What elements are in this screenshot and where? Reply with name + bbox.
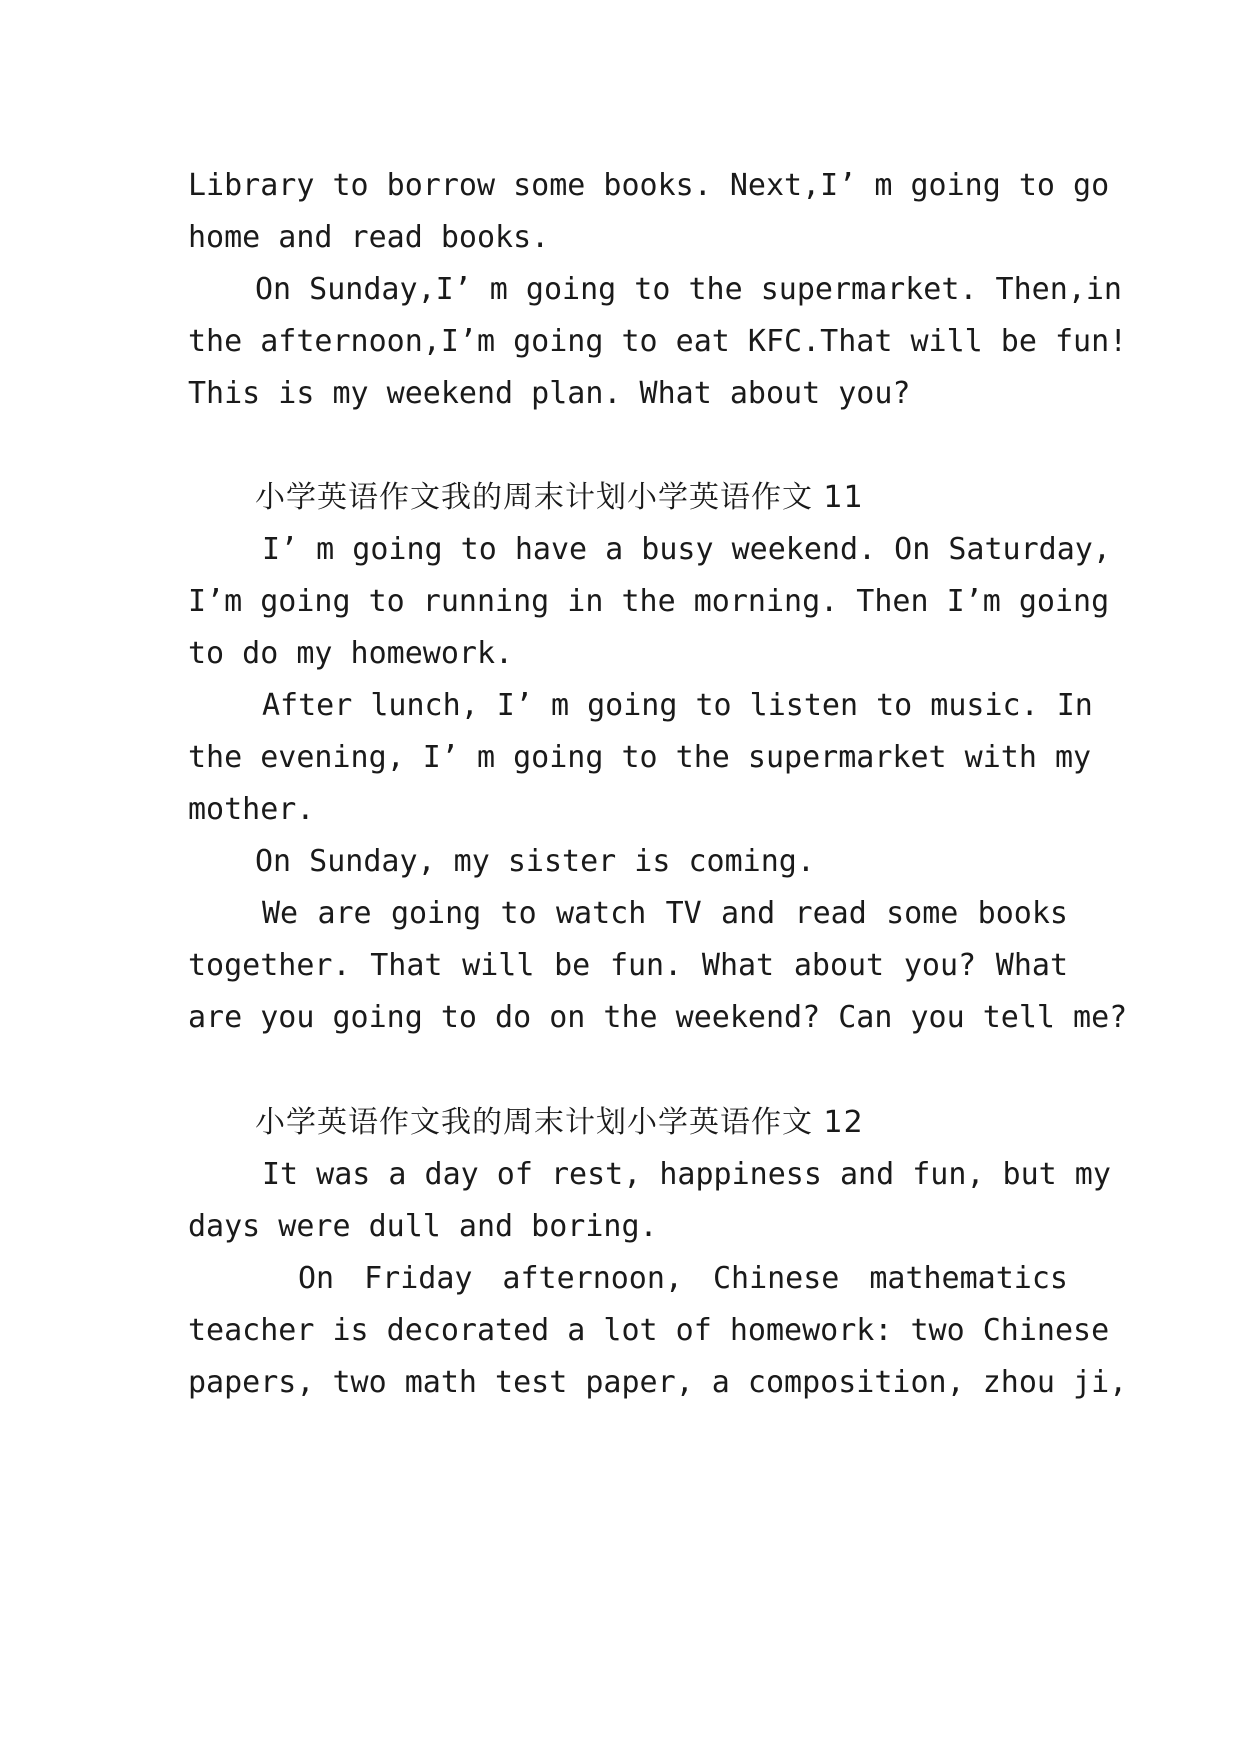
paragraph-line: mother. [188,792,315,827]
paragraph-line: We are going to watch TV and read some books [262,896,1068,931]
paragraph-line: together. That will be fun. What about you? What [188,948,1068,983]
paragraph-line: days were dull and boring. [188,1209,658,1244]
paragraph-line: This is my weekend plan. What about you? [188,376,911,411]
paragraph-line: the afternoon,I’m going to eat KFC.That will be fun! [188,324,1128,359]
paragraph-line: On Sunday, my sister is coming. [255,844,815,879]
paragraph-line: home and read books. [188,220,550,255]
paragraph-line: After lunch, I’ m going to listen to music. In [262,688,1093,723]
section-heading: 小学英语作文我的周末计划小学英语作文 11 [255,480,864,515]
paragraph-line: are you going to do on the weekend? Can you tell me? [188,1000,1128,1035]
paragraph-line: On Friday afternoon, Chinese mathematics [298,1261,1068,1296]
paragraph-line: On Sunday,I’ m going to the supermarket. Then,in [255,272,1122,307]
paragraph-line: I’m going to running in the morning. Then I’m going [188,584,1110,619]
section-heading: 小学英语作文我的周末计划小学英语作文 12 [255,1105,864,1140]
paragraph-line: the evening, I’ m going to the supermarket with my [188,740,1092,775]
paragraph-line: I’ m going to have a busy weekend. On Saturday, [262,532,1111,567]
paragraph-line: Library to borrow some books. Next,I’ m going to go [188,168,1110,203]
paragraph-line: teacher is decorated a lot of homework: two Chinese [188,1313,1110,1348]
paragraph-line: to do my homework. [188,636,514,671]
paragraph-line: papers, two math test paper, a composition, zhou ji, [188,1365,1128,1400]
paragraph-line: It was a day of rest, happiness and fun, but my [262,1157,1111,1192]
